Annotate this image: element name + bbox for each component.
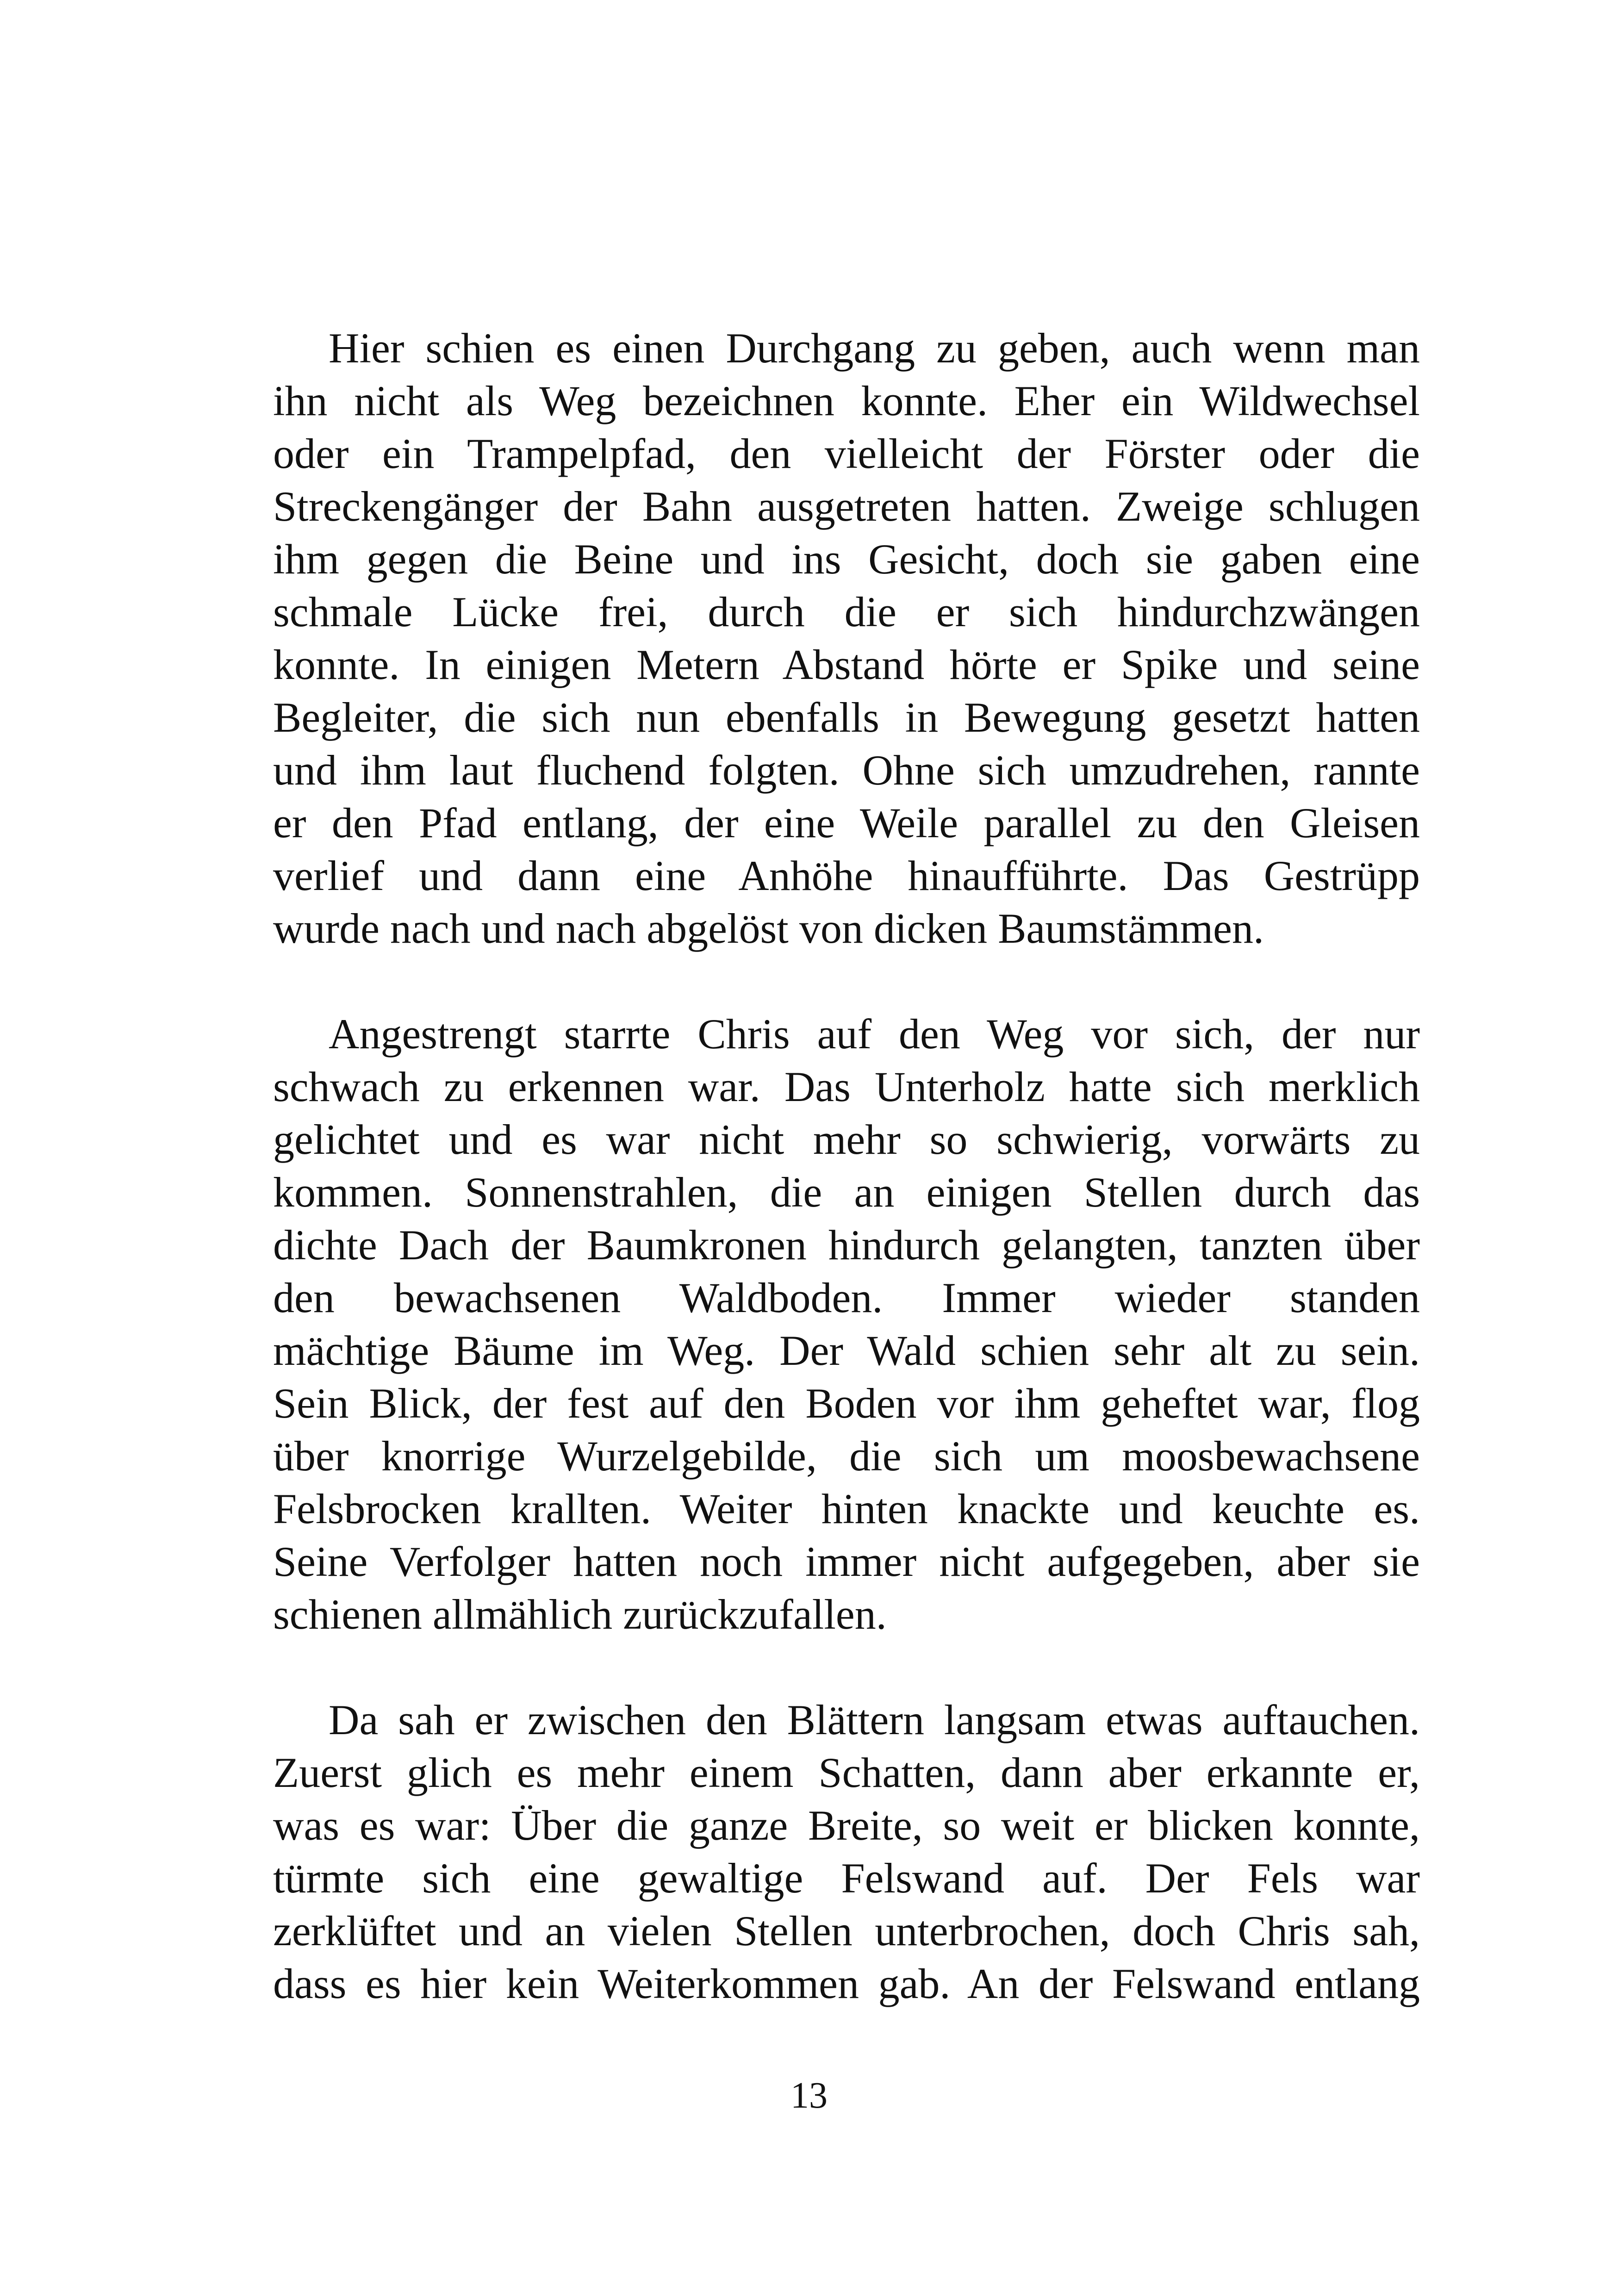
text-line: den bewachsenen Waldboden. Immer wieder standen bbox=[273, 1274, 1420, 1321]
paragraph bbox=[273, 1693, 1420, 2010]
text-line: er den Pfad entlang, der eine Weile parallel zu den Gleisen bbox=[273, 799, 1420, 846]
text-line: ihn nicht als Weg bezeichnen konnte. Eher ein Wildwechsel bbox=[273, 377, 1420, 424]
text-line: dass es hier kein Weiterkommen gab. An der Felswand entlang bbox=[273, 1960, 1420, 2007]
text-line: kommen. Sonnenstrahlen, die an einigen Stellen durch das bbox=[273, 1169, 1420, 1216]
body-text bbox=[273, 322, 1420, 2063]
paragraph bbox=[273, 322, 1420, 955]
page-number: 13 bbox=[790, 2075, 828, 2116]
text-line: schienen allmählich zurückzufallen. bbox=[273, 1591, 887, 1638]
text-line: ihm gegen die Beine und ins Gesicht, doch sie gaben eine bbox=[273, 535, 1420, 583]
text-line: Angestrengt starrte Chris auf den Weg vor sich, der nur bbox=[329, 1010, 1420, 1058]
text-line: Begleiter, die sich nun ebenfalls in Bewegung gesetzt hatten bbox=[273, 694, 1420, 741]
paragraph bbox=[273, 1008, 1420, 1641]
text-line: Felsbrocken krallten. Weiter hinten knackte und keuchte es. bbox=[273, 1485, 1420, 1532]
text-line: Hier schien es einen Durchgang zu geben, auch wenn man bbox=[329, 324, 1420, 372]
text-line: wurde nach und nach abgelöst von dicken Baumstämmen. bbox=[273, 905, 1264, 952]
text-line: und ihm laut fluchend folgten. Ohne sich umzudrehen, rannte bbox=[273, 747, 1420, 794]
text-line: Sein Blick, der fest auf den Boden vor ihm geheftet war, flog bbox=[273, 1380, 1420, 1427]
text-line: Zuerst glich es mehr einem Schatten, dann aber erkannte er, bbox=[273, 1749, 1420, 1796]
text-line: gelichtet und es war nicht mehr so schwierig, vorwärts zu bbox=[273, 1116, 1420, 1163]
text-line: dichte Dach der Baumkronen hindurch gelangten, tanzten über bbox=[273, 1221, 1420, 1269]
text-line: Da sah er zwischen den Blättern langsam etwas auftauchen. bbox=[329, 1696, 1420, 1743]
text-line: über knorrige Wurzelgebilde, die sich um moosbewachsene bbox=[273, 1432, 1420, 1480]
text-line: oder ein Trampelpfad, den vielleicht der Förster oder die bbox=[273, 430, 1420, 477]
text-line: konnte. In einigen Metern Abstand hörte er Spike und seine bbox=[273, 641, 1420, 688]
text-line: verlief und dann eine Anhöhe hinaufführte. Das Gestrüpp bbox=[273, 852, 1420, 899]
text-line: schmale Lücke frei, durch die er sich hindurchzwängen bbox=[273, 588, 1420, 635]
text-line: türmte sich eine gewaltige Felswand auf. Der Fels war bbox=[273, 1854, 1420, 1902]
text-line: mächtige Bäume im Weg. Der Wald schien sehr alt zu sein. bbox=[273, 1327, 1420, 1374]
text-line: Seine Verfolger hatten noch immer nicht aufgegeben, aber sie bbox=[273, 1538, 1420, 1585]
text-line: schwach zu erkennen war. Das Unterholz hatte sich merklich bbox=[273, 1063, 1420, 1110]
text-line: Streckengänger der Bahn ausgetreten hatten. Zweige schlugen bbox=[273, 483, 1420, 530]
text-line: was es war: Über die ganze Breite, so weit er blicken konnte, bbox=[273, 1802, 1420, 1849]
text-line: zerklüftet und an vielen Stellen unterbrochen, doch Chris sah, bbox=[273, 1907, 1420, 1954]
